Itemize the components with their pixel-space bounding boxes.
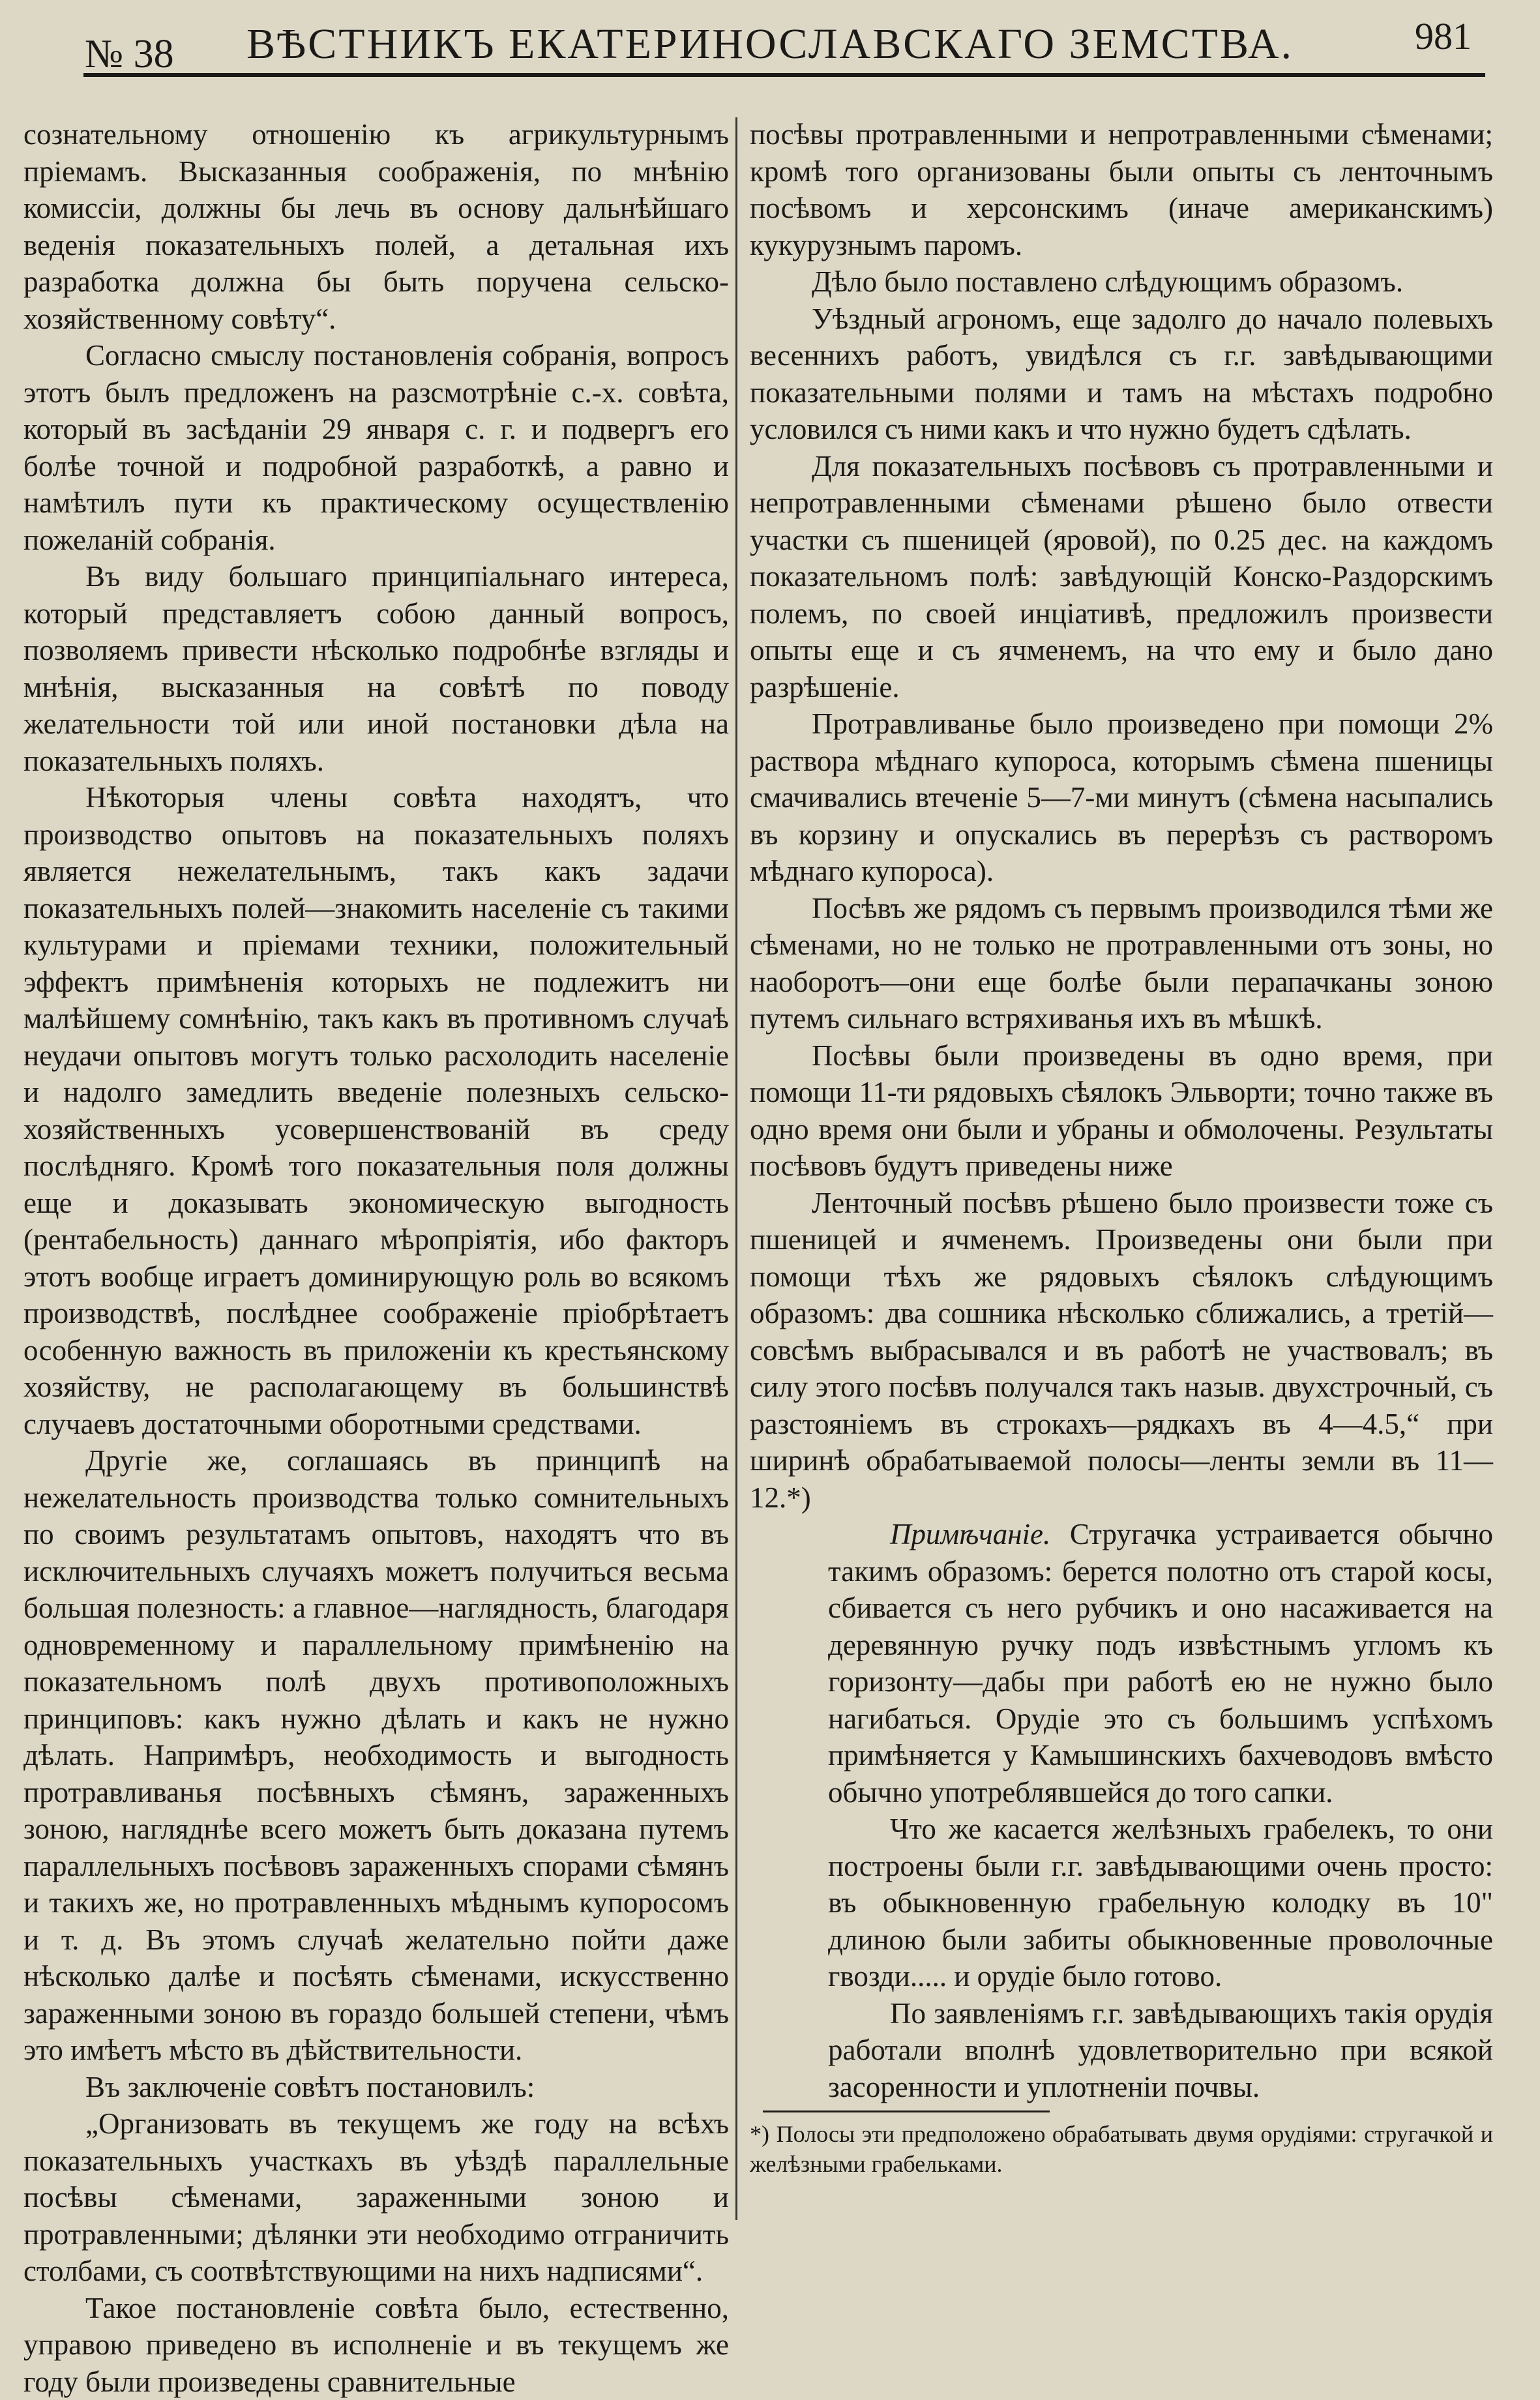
paragraph: Нѣкоторыя члены совѣта находятъ, что производство опытовъ на показательныхъ поляхъ является нежелательнымъ, такъ какъ задачи показательныхъ полей—знакомить населеніе съ такими культурами и пріемами техники, положительный эффектъ примѣненія которыхъ не подлежитъ ни малѣйшему сомнѣнію, такъ какъ въ противномъ случаѣ неудачи опытовъ могутъ только расхолодить населеніе и надолго замедлить введеніе полезныхъ сельско-хозяйственныхъ усовершенствованій въ среду послѣдняго. Кромѣ того показательныя поля должны еще и доказывать экономическую выгодность (рентабельность) даннаго мѣропріятія, ибо факторъ этотъ вообще играетъ доминирующую роль во всякомъ производствѣ, послѣднее соображеніе пріобрѣтаетъ особенную важность въ приложеніи къ крестьянскому хозяйству, не располагающему въ большинствѣ случаевъ достаточными оборотными средствами. bbox=[23, 779, 729, 1442]
paragraph: Протравливанье было произведено при помощи 2% раствора мѣднаго купороса, которымъ сѣмена пшеницы смачивались втеченіе 5—7-ми минутъ (сѣмена насыпались въ корзину и опускались въ перерѣзъ съ растворомъ мѣднаго купороса). bbox=[750, 705, 1493, 890]
paragraph: сознательному отношенію къ агрикультурнымъ пріемамъ. Высказанныя соображенія, по мнѣнію комиссіи, должны бы лечь въ основу дальнѣйшаго веденія показательныхъ полей, а детальная ихъ разработка должна бы быть поручена сельско-хозяйственному совѣту“. bbox=[23, 116, 729, 337]
paragraph: Уѣздный агрономъ, еще задолго до начало полевыхъ весеннихъ работъ, увидѣлся съ г.г. завѣдывающими показательными полями и тамъ на мѣстахъ подробно условился съ ними какъ и что нужно будетъ сдѣлать. bbox=[750, 301, 1493, 448]
note-paragraph: Что же касается желѣзныхъ грабелекъ, то они построены были г.г. завѣдывающими очень просто: въ обыкновенную грабельную колодку въ 10" длиною были забиты обыкновенные проволочные гвозди..... и орудіе было готово. bbox=[828, 1811, 1493, 1995]
paragraph: Ленточный посѣвъ рѣшено было произвести тоже съ пшеницей и ячменемъ. Произведены они были при помощи тѣхъ же рядовыхъ сѣялокъ слѣдующимъ образомъ: два сошника нѣсколько сближались, а третій—совсѣмъ выбрасывался и въ работѣ не участвовалъ; въ силу этого посѣвъ получался такъ назыв. двухстрочный, съ разстояніемъ въ строкахъ—рядкахъ въ 4—4.5,“ при ширинѣ обрабатываемой полосы—ленты земли въ 11—12.*) bbox=[750, 1185, 1493, 1517]
note-paragraph: По заявленіямъ г.г. завѣдывающихъ такія орудія работали вполнѣ удовлетворительно при всякой засоренности и уплотненіи почвы. bbox=[828, 1995, 1493, 2106]
right-column bbox=[750, 116, 1493, 2179]
issue-number: № 38 bbox=[85, 31, 174, 78]
paragraph: Посѣвъ же рядомъ съ первымъ производился тѣми же сѣменами, но не только не протравленными отъ зоны, но наоборотъ—они еще болѣе были перапачканы зоною путемъ сильнаго встряхиванья ихъ въ мѣшкѣ. bbox=[750, 890, 1493, 1037]
page-number: 981 bbox=[1415, 14, 1472, 58]
note-paragraph bbox=[828, 1516, 1493, 1811]
paragraph: Для показательныхъ посѣвовъ съ протравленными и непротравленными сѣменами рѣшено было отвести участки съ пшеницей (яровой), по 0.25 дес. на каждомъ показательномъ полѣ: завѣдующій Конско-Раздорскимъ полемъ, по своей инціативѣ, предложилъ произвести опыты еще и съ ячменемъ, на что ему и было дано разрѣшеніе. bbox=[750, 448, 1493, 706]
paragraph: Согласно смыслу постановленія собранія, вопросъ этотъ былъ предложенъ на разсмотрѣніе с.-х. совѣта, который въ засѣданіи 29 января с. г. и подвергъ его болѣе точной и подробной разработкѣ, а равно и намѣтилъ пути къ практическому осуществленію пожеланій собранія. bbox=[23, 337, 729, 558]
paragraph: посѣвы протравленными и непротравленными сѣменами; кромѣ того организованы были опыты съ ленточнымъ посѣвомъ и херсонскимъ (иначе американскимъ) кукурузнымъ паромъ. bbox=[750, 116, 1493, 263]
paragraph: Другіе же, соглашаясь въ принципѣ на нежелательность производства только сомнительныхъ по своимъ результатамъ опытовъ, находятъ что въ исключительныхъ случаяхъ можетъ получиться весьма большая полезность: а главное—наглядность, благодаря одновременному и параллельному примѣненію на показательномъ полѣ двухъ противоположныхъ принциповъ: какъ нужно дѣлать и какъ не нужно дѣлать. Напримѣръ, необходимость и выгодность протравливанья посѣвныхъ сѣмянъ, зараженныхъ зоною, нагляднѣе всего можетъ быть доказана путемъ параллельныхъ посѣвовъ зараженныхъ спорами сѣмянъ и такихъ же, но протравленныхъ мѣднымъ купоросомъ и т. д. Въ этомъ случаѣ желательно пойти даже нѣсколько далѣе и посѣять сѣменами, искусственно зараженными зоною въ гораздо большей степени, чѣмъ это имѣетъ мѣсто въ дѣйствительности. bbox=[23, 1442, 729, 2069]
journal-title: ВѢСТНИКЪ ЕКАТЕРИНОСЛАВСКАГО ЗЕМСТВА. bbox=[0, 20, 1540, 69]
left-column bbox=[23, 116, 729, 2400]
paragraph: Дѣло было поставлено слѣдующимъ образомъ. bbox=[750, 263, 1493, 301]
paragraph: „Организовать въ текущемъ же году на всѣхъ показательныхъ участкахъ въ уѣздѣ параллельные посѣвы сѣменами, зараженными зоною и протравленными; дѣлянки эти необходимо отграничить столбами, съ соотвѣтствующими на нихъ надписями“. bbox=[23, 2105, 729, 2290]
column-divider bbox=[735, 117, 737, 2220]
paragraph: Въ заключеніе совѣтъ постановилъ: bbox=[23, 2069, 729, 2106]
footnote-rule bbox=[763, 2111, 1050, 2112]
note-text: Стругачка устраивается обычно такимъ образомъ: берется полотно отъ старой косы, сбивается съ него рубчикъ и оно насаживается на деревянную ручку подъ извѣстнымъ угломъ къ горизонту—дабы при работѣ ею не нужно было нагибаться. Орудіе это съ большимъ успѣхомъ примѣняется у Камышинскихъ бахчеводовъ вмѣсто обычно употреблявшейся до того сапки. bbox=[828, 1518, 1493, 1809]
header-rule bbox=[83, 73, 1485, 77]
paragraph: Въ виду большаго принципіальнаго интереса, который представляетъ собою данный вопросъ, позволяемъ привести нѣсколько подробнѣе взгляды и мнѣнія, высказанныя на совѣтѣ по поводу желательности той или иной постановки дѣла на показательныхъ поляхъ. bbox=[23, 558, 729, 779]
note-label: Примѣчаніе. bbox=[890, 1518, 1050, 1550]
footnote: *) Полосы эти предположено обрабатывать двумя орудіями: стругачкой и желѣзными грабельками. bbox=[750, 2119, 1493, 2179]
paragraph: Посѣвы были произведены въ одно время, при помощи 11-ти рядовыхъ сѣялокъ Эльворти; точно также въ одно время они были и убраны и обмолочены. Результаты посѣвовъ будутъ приведены ниже bbox=[750, 1037, 1493, 1185]
paragraph: Такое постановленіе совѣта было, естественно, управою приведено въ исполненіе и въ текущемъ же году были произведены сравнительные bbox=[23, 2290, 729, 2400]
